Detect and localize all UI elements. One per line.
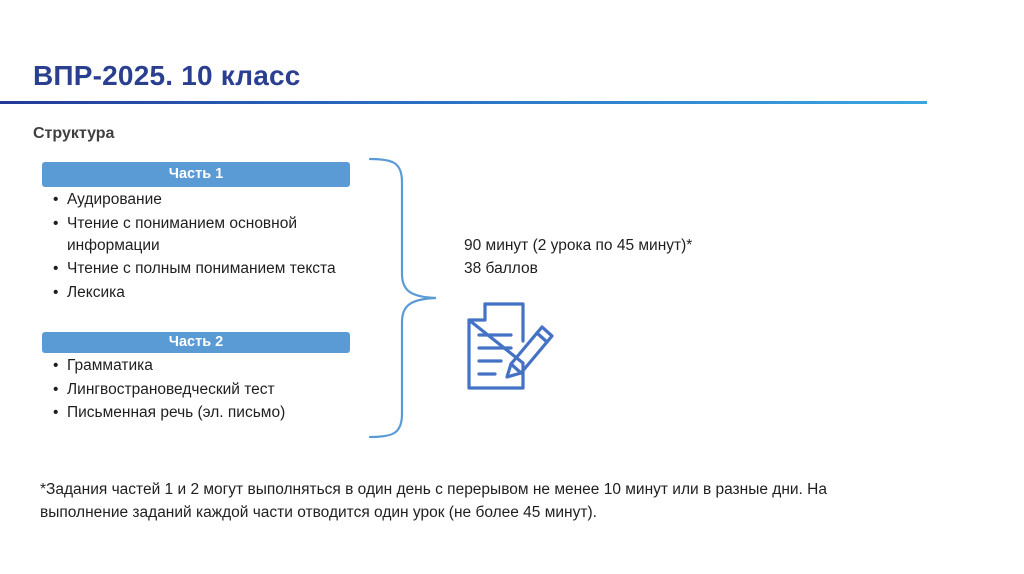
list-item: • Лексика <box>44 282 344 304</box>
list-item: • Письменная речь (эл. письмо) <box>44 402 344 424</box>
exam-points: 38 баллов <box>464 260 538 277</box>
part-2-header: Часть 2 <box>42 332 350 353</box>
exam-duration: 90 минут (2 урока по 45 минут)* <box>464 237 693 254</box>
document-with-pencil-icon <box>466 301 558 393</box>
right-curly-brace-icon <box>366 156 442 441</box>
slide-title: ВПР-2025. 10 класс <box>33 60 301 91</box>
list-item: • Грамматика <box>44 355 344 377</box>
list-item: • Чтение с полным пониманием текста <box>44 258 344 280</box>
title-underline <box>0 101 927 104</box>
list-item: • Аудирование <box>44 189 344 211</box>
section-subtitle: Структура <box>33 125 115 142</box>
exam-summary <box>464 234 692 280</box>
part-2-list <box>44 355 344 426</box>
footnote: *Задания частей 1 и 2 могут выполняться в один день с перерывом не менее 10 минут или в разные дни. На выполнение заданий каждой части отводится один урок (не более 45 минут). <box>40 481 827 521</box>
list-item: • Чтение с пониманием основной информации <box>44 213 344 257</box>
list-item: • Лингвострановедческий тест <box>44 379 344 401</box>
part-1-list <box>44 189 344 305</box>
part-1-header: Часть 1 <box>42 162 350 187</box>
